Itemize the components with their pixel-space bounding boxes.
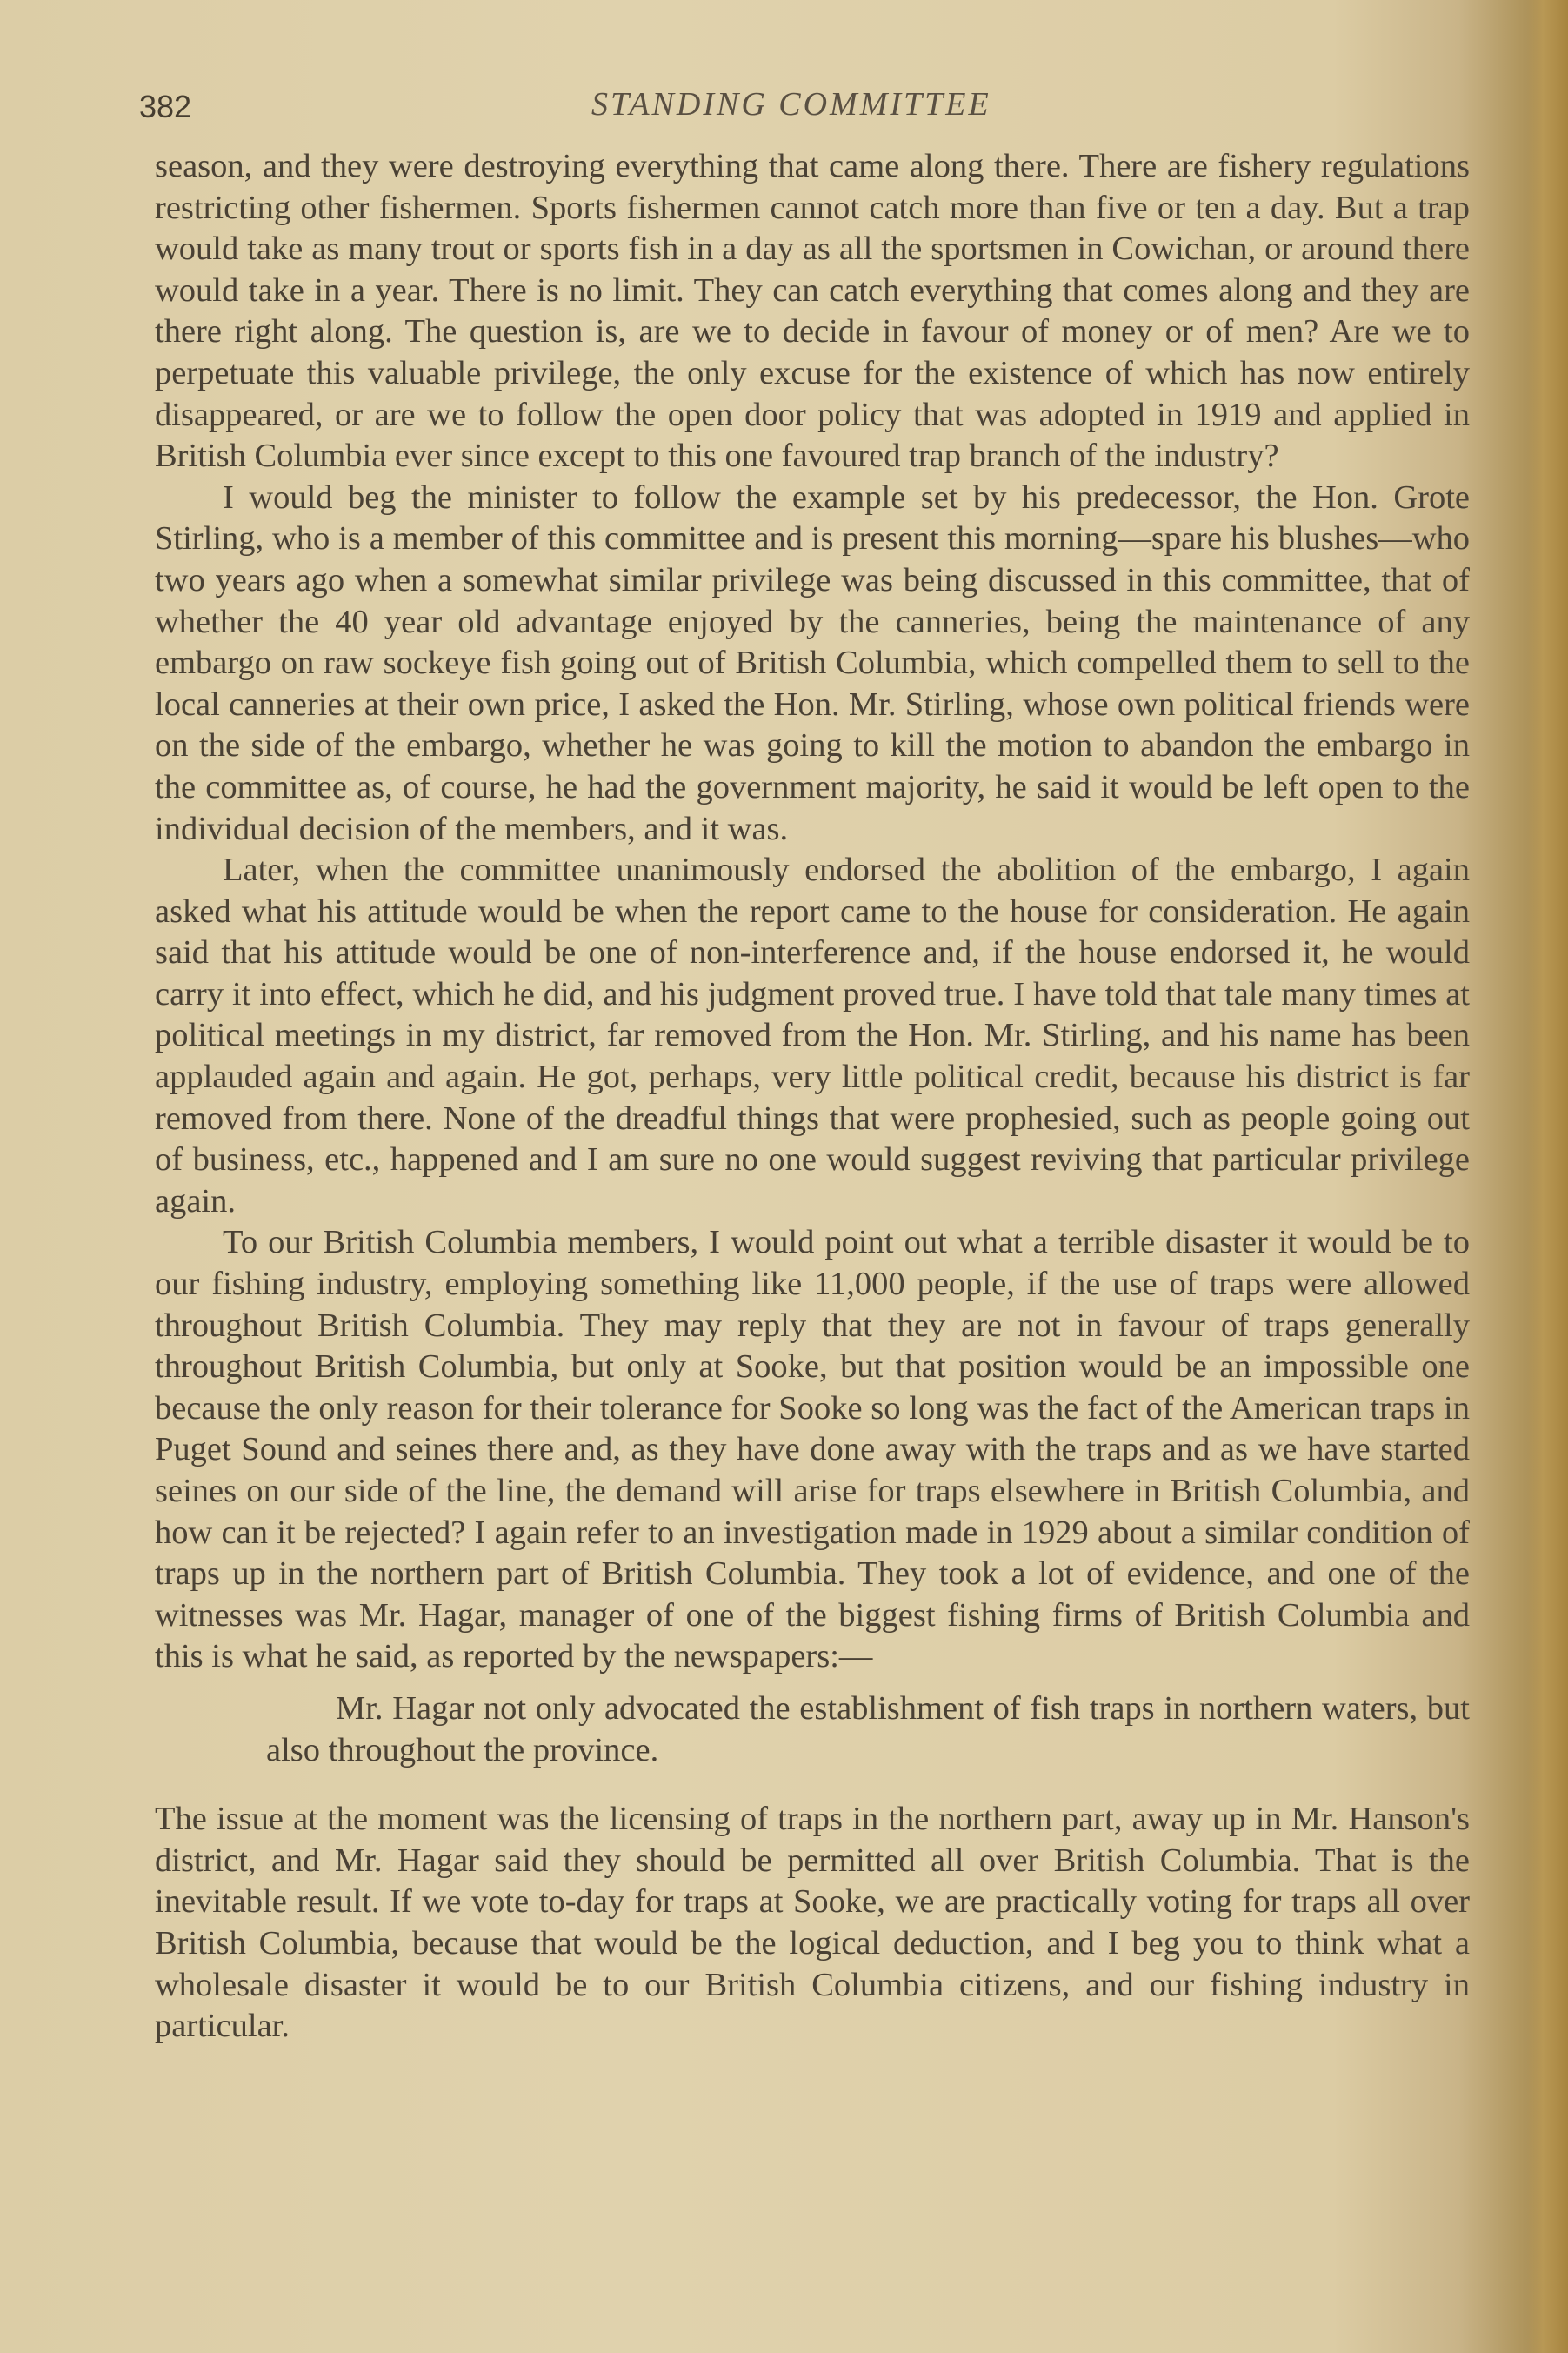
- paragraph: The issue at the moment was the licensing of traps in the northern part, away up in Mr. Hanson's district, and Mr. Hagar said they should be permitted all over British Columbia. That is the inevitable result. If we vote to-day for traps at Sooke, we are practically voting for traps all over British Columbia, because that would be the logical deduction, and I beg you to think what a wholesale disaster it would be to our British Columbia citizens, and our fishing industry in particular.: [155, 1801, 1470, 2045]
- paragraph: I would beg the minister to follow the example set by his predecessor, the Hon. Grote Stirling, who is a member of this committee and is present this morning—spare his blushes—who two years ago when a somewhat similar privilege was being discussed in this committee, that of whether the 40 year old advantage enjoyed by the canneries, being the maintenance of any embargo on raw sockeye fish going out of British Columbia, which compelled them to sell to the local canneries at their own price, I asked the Hon. Mr. Stirling, whose own political friends were on the side of the embargo, whether he was going to kill the motion to abandon the embargo in the committee as, of course, he had the government majority, he said it would be left open to the individual decision of the members, and it was.: [155, 478, 1470, 847]
- page-header: [139, 77, 1461, 129]
- page-edge: [1526, 0, 1568, 2353]
- block-quote: Mr. Hagar not only advocated the establishment of fish traps in northern waters, but also throughout the province.: [266, 1689, 1470, 1768]
- paragraph: season, and they were destroying everything that came along there. There are fishery regulations restricting other fishermen. Sports fishermen cannot catch more than five or ten a day. But a trap would take as many trout or sports fish in a day as all the sportsmen in Cowichan, or around there would take in a year. There is no limit. They can catch everything that comes along and they are there right along. The question is, are we to decide in favour of money or of men? Are we to perpetuate this valuable privilege, the only excuse for the existence of which has now entirely disappeared, or are we to follow the open door policy that was adopted in 1919 and applied in British Columbia ever since except to this one favoured trap branch of the industry?: [155, 148, 1470, 475]
- paragraph: To our British Columbia members, I would point out what a terrible disaster it would be to our fishing industry, employing something like 11,000 people, if the use of traps were allowed throughout British Columbia. They may reply that they are not in favour of traps generally throughout British Columbia, but only at Sooke, but that position would be an impossible one because the only reason for their tolerance for Sooke so long was the fact of the American traps in Puget Sound and seines there and, as they have done away with the traps and as we have started seines on our side of the line, the demand will arise for traps elsewhere in British Columbia, and how can it be rejected? I again refer to an investigation made in 1929 about a similar condition of traps up in the northern part of British Columbia. They took a lot of evidence, and one of the witnesses was Mr. Hagar, manager of one of the biggest fishing firms of British Columbia and this is what he said, as reported by the newspapers:—: [155, 1224, 1470, 1675]
- page-body: [155, 146, 1470, 2048]
- page-number: 382: [139, 89, 192, 124]
- paragraph: Later, when the committee unanimously endorsed the abolition of the embargo, I again asked what his attitude would be when the report came to the house for consideration. He again said that his attitude would be one of non-interference and, if the house endorsed it, he would carry it into effect, which he did, and his judgment proved true. I have told that tale many times at political meetings in my district, far removed from the Hon. Mr. Stirling, and his name has been applauded again and again. He got, perhaps, very little political credit, because his district is far removed from there. None of the dreadful things that were prophesied, such as people going out of business, etc., happened and I am sure no one would suggest reviving that particular privilege again.: [155, 852, 1470, 1220]
- running-head: STANDING COMMITTEE: [591, 86, 991, 123]
